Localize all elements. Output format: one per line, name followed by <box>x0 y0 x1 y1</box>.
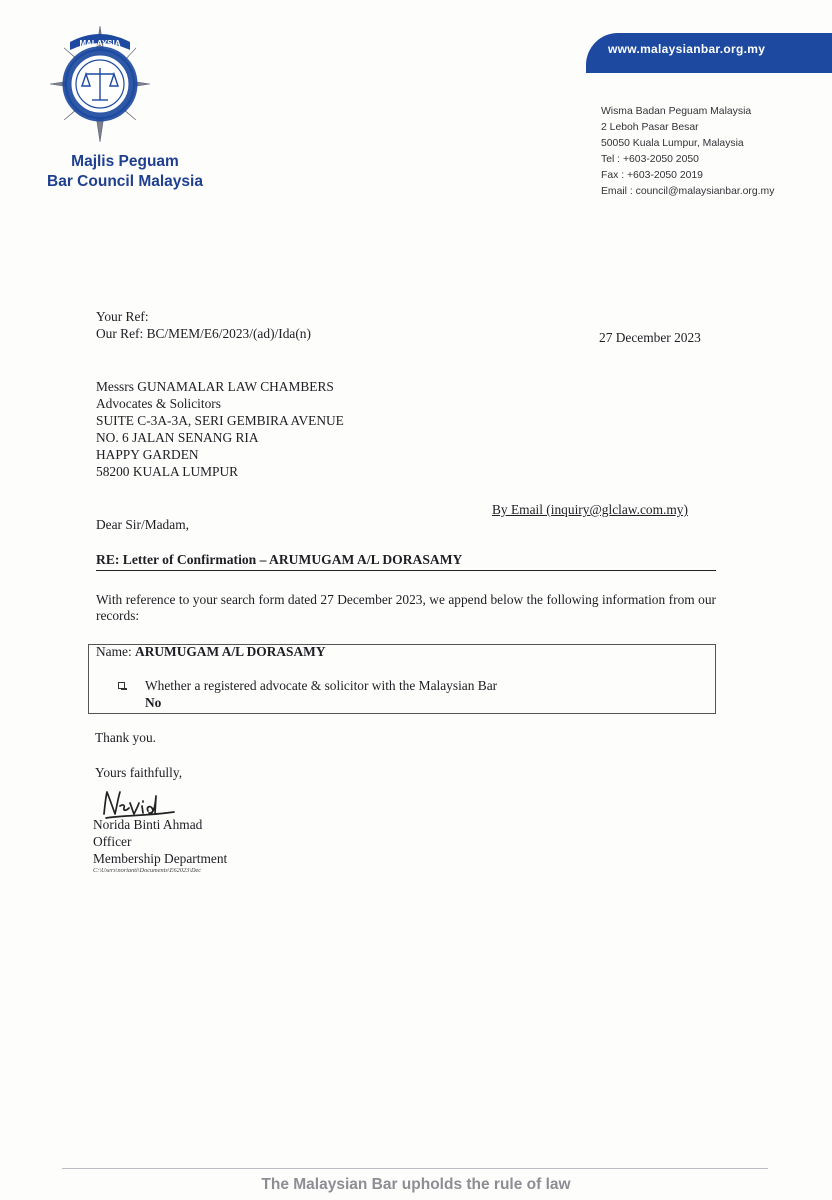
record-name-value: ARUMUGAM A/L DORASAMY <box>135 644 326 659</box>
record-name-label: Name: <box>96 644 136 659</box>
website-link[interactable]: www.malaysianbar.org.my <box>608 42 766 56</box>
signatory-department: Membership Department <box>93 851 228 866</box>
addressee-line: Advocates & Solicitors <box>96 396 221 411</box>
thank-you: Thank you. <box>95 730 156 745</box>
signatory-title: Officer <box>93 834 132 849</box>
organisation-name <box>40 152 210 192</box>
reference-block <box>96 308 311 342</box>
our-ref: Our Ref: BC/MEM/E6/2023/(ad)/Ida(n) <box>96 326 311 341</box>
address-line: 2 Leboh Pasar Besar <box>601 122 699 133</box>
footer-slogan: The Malaysian Bar upholds the rule of law <box>261 1176 571 1193</box>
record-question: Whether a registered advocate & solicitor with the Malaysian Bar <box>145 678 498 693</box>
addressee-line: SUITE C-3A-3A, SERI GEMBIRA AVENUE <box>96 413 344 428</box>
letter-date: 27 December 2023 <box>599 330 701 345</box>
footer-divider <box>62 1168 768 1169</box>
fax-line: Fax : +603-2050 2019 <box>601 170 703 181</box>
intro-paragraph: With reference to your search form dated 27 December 2023, we append below the following information from our records: <box>96 592 716 623</box>
signatory-block <box>93 816 227 867</box>
signatory-name: Norida Binti Ahmad <box>93 817 203 832</box>
by-email-link[interactable]: By Email (inquiry@glclaw.com.my) <box>492 502 688 517</box>
org-name-english: Bar Council Malaysia <box>47 173 203 190</box>
bar-council-logo <box>48 24 152 144</box>
record-answer: No <box>145 695 162 710</box>
record-name-row <box>96 643 325 660</box>
logo-banner-text: MALAYSIA <box>79 39 121 48</box>
file-path: C:\Users\norianti\Documents\E62023\Dec <box>93 867 202 874</box>
addressee-line: 58200 KUALA LUMPUR <box>96 464 239 479</box>
email-line: Email : council@malaysianbar.org.my <box>601 186 775 197</box>
addressee-line: HAPPY GARDEN <box>96 447 199 462</box>
subject-line: RE: Letter of Confirmation – ARUMUGAM A/L DORASAMY <box>96 552 716 571</box>
address-line: Wisma Badan Peguam Malaysia <box>601 106 752 117</box>
address-block <box>601 104 821 200</box>
address-line: 50050 Kuala Lumpur, Malaysia <box>601 138 744 149</box>
addressee-line: NO. 6 JALAN SENANG RIA <box>96 430 259 445</box>
phone-line: Tel : +603-2050 2050 <box>601 154 699 165</box>
your-ref: Your Ref: <box>96 309 149 324</box>
closing: Yours faithfully, <box>95 765 183 780</box>
addressee-block <box>96 378 344 480</box>
addressee-line: Messrs GUNAMALAR LAW CHAMBERS <box>96 379 334 394</box>
checkbox-bullet-icon <box>118 682 125 689</box>
org-name-malay: Majlis Peguam <box>71 153 179 170</box>
salutation: Dear Sir/Madam, <box>96 517 189 532</box>
